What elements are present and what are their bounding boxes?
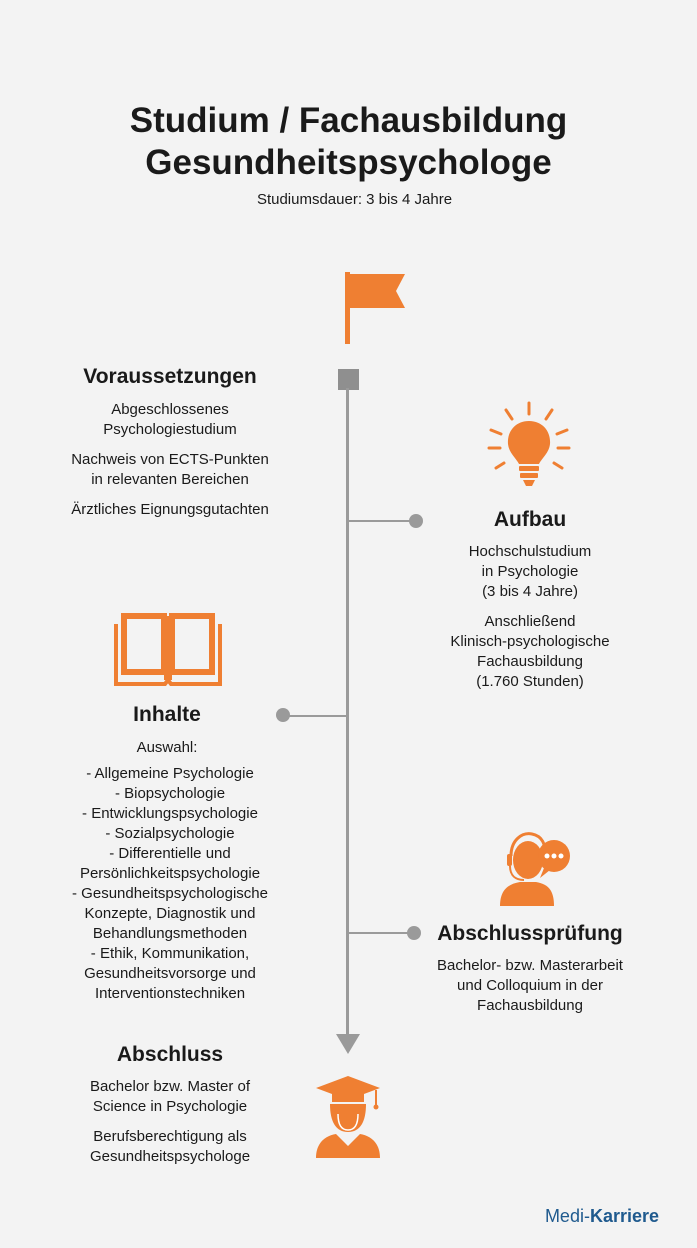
voraussetzungen-line: Psychologiestudium (103, 421, 237, 438)
inhalte-connector (284, 715, 347, 717)
inhalte-list-item: - Differentielle und (109, 845, 231, 862)
inhalte-list-item: - Ethik, Kommunikation, (90, 945, 250, 962)
graduate-icon (312, 1074, 384, 1160)
abschlusspruefung-connector (348, 932, 414, 934)
voraussetzungen-line: Ärztliches Eignungsgutachten (71, 501, 269, 518)
voraussetzungen-line: Nachweis von ECTS-Punkten (71, 451, 269, 468)
abschlusspruefung-heading: Abschlussprüfung (437, 922, 623, 945)
aufbau-line: Anschließend (484, 613, 576, 630)
inhalte-list-item: - Sozialpsychologie (105, 825, 235, 842)
aufbau-text (420, 542, 640, 702)
lightbulb-icon (486, 400, 572, 490)
page-title-line2: Gesundheitspsychologe (145, 143, 552, 182)
logo-part1: Medi- (544, 1206, 590, 1226)
aufbau-line: in Psychologie (481, 563, 579, 580)
abschluss-text (40, 1077, 300, 1177)
inhalte-list-item: Persönlichkeitspsychologie (79, 865, 261, 882)
aufbau-line: Fachausbildung (477, 653, 583, 670)
page-subtitle: Studiumsdauer: 3 bis 4 Jahre (256, 191, 453, 208)
timeline-start-marker (338, 369, 359, 390)
timeline-line (346, 388, 349, 1036)
inhalte-list (40, 764, 300, 1004)
inhalte-list-item: Behandlungsmethoden (92, 925, 248, 942)
inhalte-heading: Inhalte (133, 703, 201, 726)
inhalte-list-item: Interventionstechniken (94, 985, 246, 1002)
page-title-line1: Studium / Fachausbildung (129, 101, 568, 140)
abschluss-line: Bachelor bzw. Master of (89, 1078, 251, 1095)
abschlusspruefung-line: Bachelor- bzw. Masterarbeit (437, 957, 623, 974)
aufbau-line: (1.760 Stunden) (476, 673, 584, 690)
voraussetzungen-line: in relevanten Bereichen (91, 471, 249, 488)
inhalte-list-item: - Biopsychologie (114, 785, 226, 802)
flag-icon (340, 270, 410, 346)
abschluss-line: Gesundheitspsychologe (89, 1148, 251, 1165)
abschluss-line: Berufsberechtigung als (93, 1128, 247, 1145)
abschlusspruefung-line: und Colloquium in der (457, 977, 603, 994)
logo-part2: Karriere (589, 1206, 659, 1226)
inhalte-list-item: - Allgemeine Psychologie (86, 765, 254, 782)
abschluss-line: Science in Psychologie (92, 1098, 248, 1115)
medi-karriere-logo (545, 1206, 659, 1227)
abschlusspruefung-text (410, 956, 650, 1016)
aufbau-dot (409, 514, 423, 528)
timeline-arrow-icon (336, 1034, 360, 1056)
aufbau-line: Hochschulstudium (468, 543, 592, 560)
abschluss-heading: Abschluss (116, 1043, 224, 1066)
inhalte-dot (276, 708, 290, 722)
voraussetzungen-heading: Voraussetzungen (83, 365, 257, 388)
aufbau-heading: Aufbau (493, 508, 567, 531)
person-chat-icon (492, 826, 572, 908)
inhalte-list-item: - Gesundheitspsychologische (72, 885, 268, 902)
inhalte-list-item: Gesundheitsvorsorge und (84, 965, 256, 982)
voraussetzungen-text (40, 400, 300, 530)
aufbau-line: (3 bis 4 Jahre) (482, 583, 578, 600)
inhalte-intro: Auswahl: (136, 739, 198, 756)
abschlusspruefung-line: Fachausbildung (477, 997, 583, 1014)
aufbau-line: Klinisch-psychologische (450, 633, 610, 650)
book-icon (114, 612, 222, 686)
inhalte-list-item: - Entwicklungspsychologie (82, 805, 258, 822)
inhalte-list-item: Konzepte, Diagnostik und (84, 905, 256, 922)
aufbau-connector (348, 520, 414, 522)
abschlusspruefung-dot (407, 926, 421, 940)
voraussetzungen-line: Abgeschlossenes (111, 401, 229, 418)
